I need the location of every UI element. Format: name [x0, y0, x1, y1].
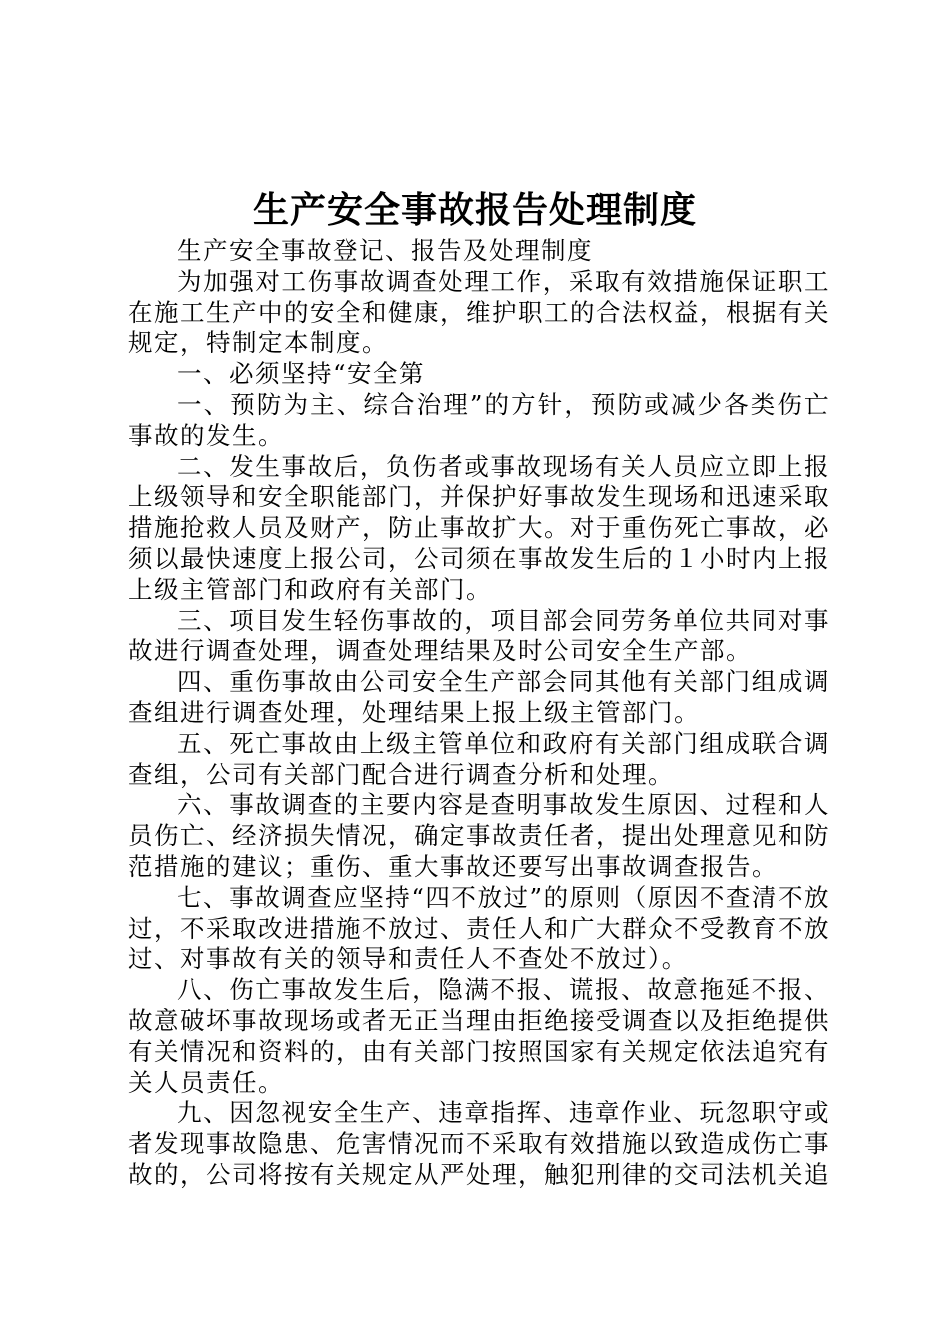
paragraph-subtitle: 生产安全事故登记、报告及处理制度 — [177, 236, 593, 265]
paragraph-2: 二、发生事故后，负伤者或事故现场有关人员应立即上报上级领导和安全职能部门，并保护好事故发生现场和迅速采取措施抢救人员及财产，防止事故扩大。对于重伤死亡事故，必须以最快速度上报公司，公司须在事故发生后的１小时内上报上级主管部门和政府有关部门。 — [128, 451, 830, 604]
paragraph-intro: 为加强对工伤事故调查处理工作，采取有效措施保证职工在施工生产中的安全和健康，维护职工的合法权益，根据有关规定，特制定本制度。 — [128, 266, 830, 358]
paragraph-4: 四、重伤事故由公司安全生产部会同其他有关部门组成调查组进行调查处理，处理结果上报上级主管部门。 — [128, 667, 830, 727]
paragraph-6: 六、事故调查的主要内容是查明事故发生原因、过程和人员伤亡、经济损失情况，确定事故责任者，提出处理意见和防范措施的建议；重伤、重大事故还要写出事故调查报告。 — [128, 790, 830, 881]
paragraph-7: 七、事故调查应坚持“四不放过”的原则（原因不查清不放过，不采取改进措施不放过、责任人和广大群众不受教育不放过、对事故有关的领导和责任人不查处不放过）。 — [128, 882, 830, 974]
paragraph-1a: 一、必须坚持“安全第 — [177, 359, 426, 389]
document-title: 生产安全事故报告处理制度 — [252, 189, 697, 231]
document-body — [128, 236, 830, 1191]
paragraph-8: 八、伤亡事故发生后，隐满不报、谎报、故意拖延不报、故意破坏事故现场或者无正当理由拒绝接受调查以及拒绝提供有关情况和资料的，由有关部门按照国家有关规定依法追究有关人员责任。 — [128, 975, 830, 1097]
paragraph-9: 九、因忽视安全生产、违章指挥、违章作业、玩忽职守或者发现事故隐患、危害情况而不采取有效措施以致造成伤亡事故的，公司将按有关规定从严处理，触犯刑律的交司法机关追 — [128, 1098, 830, 1189]
paragraph-3: 三、项目发生轻伤事故的，项目部会同劳务单位共同对事故进行调查处理，调查处理结果及时公司安全生产部。 — [128, 605, 830, 666]
paragraph-5: 五、死亡事故由上级主管单位和政府有关部门组成联合调查组，公司有关部门配合进行调查分析和处理。 — [128, 728, 830, 789]
paragraph-1b: 一、预防为主、综合治理”的方针，预防或减少各类伤亡事故的发生。 — [128, 389, 830, 450]
